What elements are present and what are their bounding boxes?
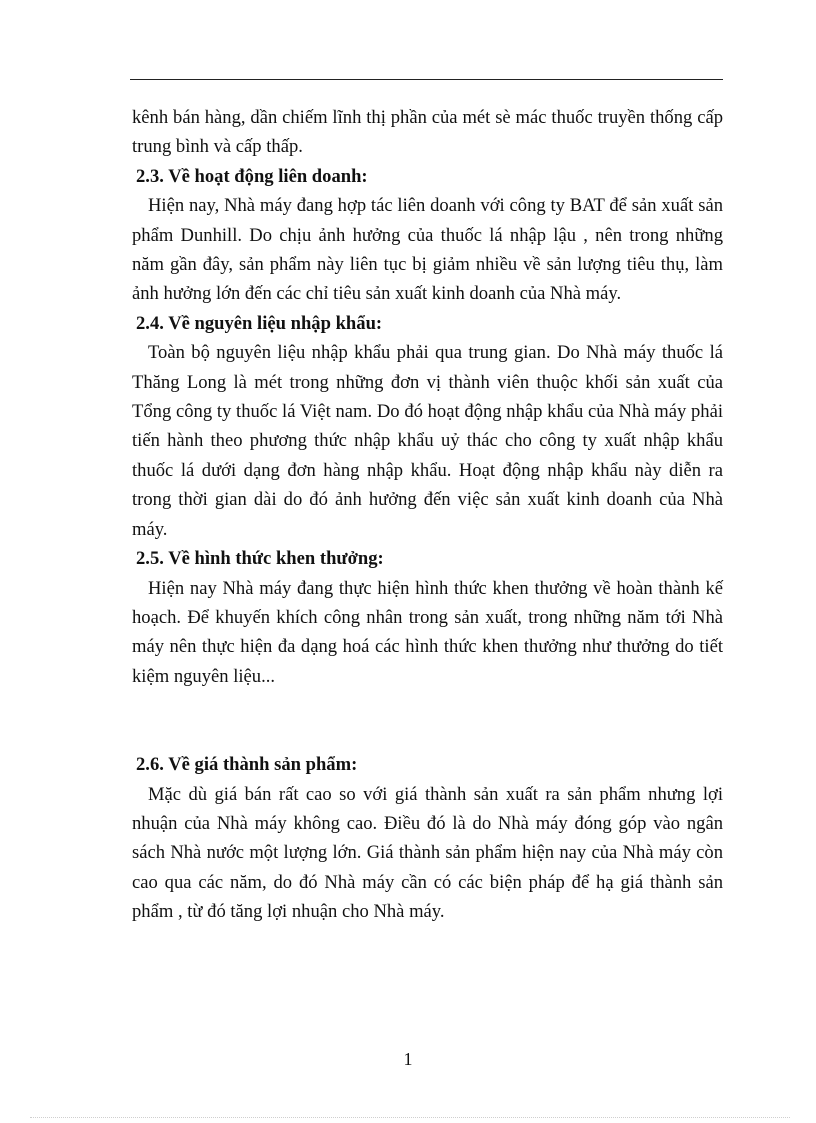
document-body bbox=[132, 103, 723, 927]
section-heading-2-4: 2.4. Về nguyên liệu nhập khẩu: bbox=[136, 312, 383, 334]
footer-dotted-line bbox=[30, 1117, 790, 1118]
section-heading-2-6: 2.6. Về giá thành sản phẩm: bbox=[136, 754, 358, 776]
section-text-2-3: Hiện nay, Nhà máy đang hợp tác liên doanh với công ty BAT để sản xuất sản phẩm Dunhill. Do chịu ảnh hưởng của thuốc lá nhập lậu , nên trong những năm gần đây, sản phẩm này liên tục bị giảm nhiều về sản lượng tiêu thụ, làm ảnh hưởng lớn đến các chỉ tiêu sản xuất kinh doanh của Nhà máy. bbox=[132, 195, 723, 305]
section-text-2-6: Mặc dù giá bán rất cao so với giá thành sản xuất ra sản phẩm nhưng lợi nhuận của Nhà máy không cao. Điều đó là do Nhà máy đóng góp vào ngân sách Nhà nước một lượng lớn. Giá thành sản phẩm hiện nay của Nhà máy còn cao qua các năm, do đó Nhà máy cần có các biện pháp để hạ giá thành sản phẩm , từ đó tăng lợi nhuận cho Nhà máy. bbox=[132, 783, 723, 923]
section-heading-2-3: 2.3. Về hoạt động liên doanh: bbox=[136, 165, 368, 187]
section-text-2-5: Hiện nay Nhà máy đang thực hiện hình thức khen thưởng về hoàn thành kế hoạch. Để khuyến khích công nhân trong sản xuất, trong những năm tới Nhà máy nên thực hiện đa dạng hoá các hình thức khen thưởng như thưởng do tiết kiệm nguyên liệu... bbox=[132, 577, 723, 687]
page-number: 1 bbox=[403, 1049, 413, 1069]
header-rule bbox=[130, 79, 723, 80]
section-text-2-4: Toàn bộ nguyên liệu nhập khẩu phải qua trung gian. Do Nhà máy thuốc lá Thăng Long là mét trong những đơn vị thành viên thuộc khối sản xuất của Tổng công ty thuốc lá Việt nam. Do đó hoạt động nhập khẩu của Nhà máy phải tiến hành theo phương thức nhập khẩu uỷ thác cho công ty xuất nhập khẩu thuốc lá dưới dạng đơn hàng nhập khẩu. Hoạt động nhập khẩu này diễn ra trong thời gian dài do đó ảnh hưởng đến việc sản xuất kinh doanh của Nhà máy. bbox=[132, 342, 723, 540]
section-heading-2-5: 2.5. Về hình thức khen thưởng: bbox=[136, 548, 384, 570]
intro-paragraph: kênh bán hàng, dần chiếm lĩnh thị phần của mét sè mác thuốc truyền thống cấp trung bình và cấp thấp. bbox=[132, 107, 723, 158]
blank-gap bbox=[132, 691, 723, 750]
